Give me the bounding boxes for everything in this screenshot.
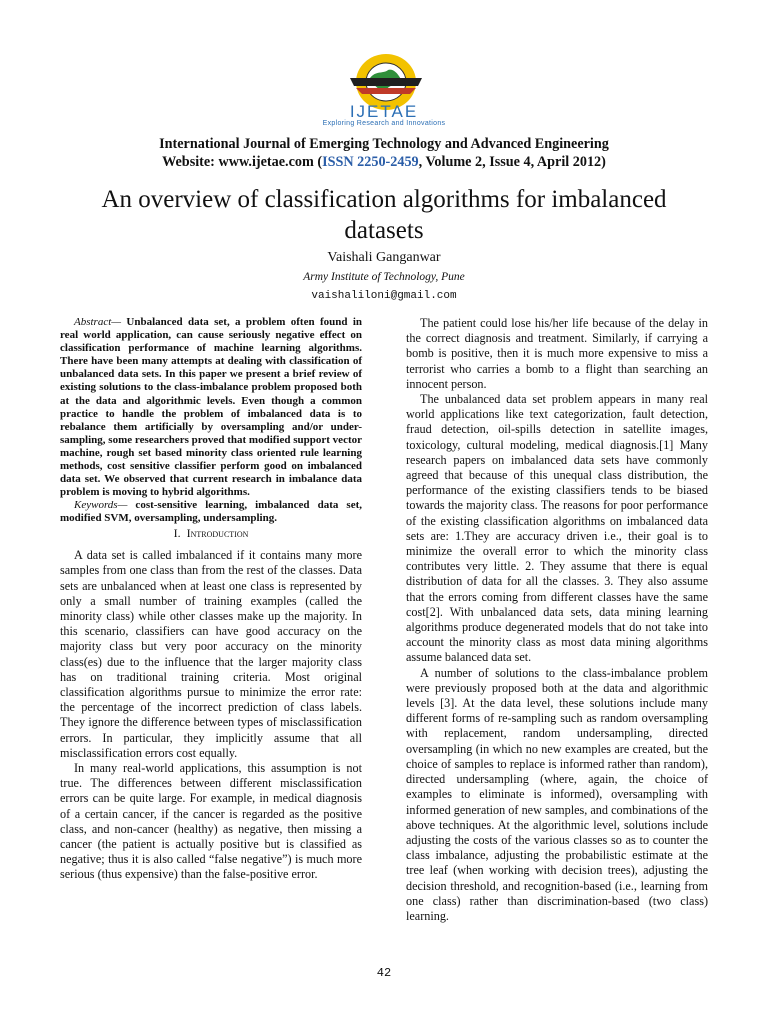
keywords-label: Keywords— <box>74 499 128 512</box>
author-affiliation: Army Institute of Technology, Pune <box>303 271 465 283</box>
issn-link[interactable]: ISSN 2250-2459 <box>322 154 419 170</box>
abstract <box>60 316 362 499</box>
paper-title: An overview of classification algorithms for imbalanced datasets <box>101 186 667 244</box>
section-heading-introduction <box>60 526 362 541</box>
paragraph: The patient could lose his/her life because of the delay in the correct diagnosis and treatment. Similarly, if carrying a bomb is positive, then it is much more expensive to miss a terrorist who carries a bomb to a flight than searching an innocent person. <box>406 316 708 391</box>
keywords-text: cost-sensitive learning, imbalanced data set, modified SVM, oversampling, undersampling. <box>60 499 362 525</box>
section-title: Introduction <box>186 525 249 540</box>
abstract-label: Abstract— <box>74 316 122 328</box>
abstract-text: Unbalanced data set, a problem often found in real world application, can cause seriously negative effect on classification performance of machine learning algorithms. There have been many attempts at dealing with classification of unbalanced data sets. In this paper we present a brief review of existing solutions to the class-imbalance problem proposed both at the data and algorithmic levels. Even though a common practice to handle the problem of imbalanced data is to rebalance them artificially by oversampling and/or under-sampling, some researchers proved that modified support vector machine, rough set based minority class oriented rule learning methods, cost sensitive classifier perform good on imbalanced data set. We observed that current research in imbalance data problem is moving to hybrid algorithms. <box>60 316 362 499</box>
page-number: 42 <box>376 966 392 980</box>
logo-subtitle: Exploring Research and Innovations <box>322 120 446 127</box>
journal-website-line <box>0 154 768 171</box>
author-email[interactable]: vaishaliloni@gmail.com <box>311 290 457 302</box>
left-column <box>60 316 362 883</box>
paragraph: A number of solutions to the class-imbalance problem were previously proposed both at the data and algorithmic levels [3]. At the data level, these solutions include many different forms of re-sampling such as random oversampling with replacement, random undersampling, directed oversampling (in which no new examples are created, but the choice of samples to replace is informed rather than random), directed undersampling (where, again, the choice of examples to eliminate is informed), oversampling with informed generation of new samples, and combinations of the above techniques. At the algorithmic level, solutions include adjusting the costs of the various classes so as to counter the class imbalance, adjusting the probabilistic estimate at the tree leaf (when working with decision trees), adjusting the decision threshold, and recognition-based (i.e., learning from one class) rather than discrimination-based (two class) learning. <box>406 665 708 923</box>
paragraph: In many real-world applications, this assumption is not true. The differences between different misclassification errors can be quite large. For example, in medical diagnosis of a certain cancer, if the cancer is regarded as the positive class, and non-cancer (healthy) as negative, then missing a cancer (the patient is actually positive but is classified as negative; thus it is also called “false negative”) is much more serious (thus expensive) than the false-positive error. <box>60 761 362 882</box>
website-prefix: Website: www.ijetae.com ( <box>162 154 323 170</box>
logo-text <box>300 104 468 127</box>
right-column <box>406 316 708 924</box>
paragraph: The unbalanced data set problem appears in many real world applications like text categorization, fault detection, fraud detection, oil-spills detection in satellite images, toxicology, cultural modeling, medical diagnosis.[1] Many research papers on imbalanced data sets have commonly agreed that because of this unequal class distribution, the performance of the existing classifiers tends to be biased towards the majority class. The reasons for poor performance of the existing classification algorithms on imbalanced data sets are: 1.They are accuracy driven i.e., their goal is to minimize the overall error to which the minority class contributes very little. 2. They assume that there is equal distribution of data for all the classes. 3. They also assume that the errors coming from different classes have the same cost[2]. With unbalanced data sets, data mining learning algorithms produce degenerated models that do not take into account the minority class as most data mining algorithms assume balanced data set. <box>406 392 708 665</box>
author-name: Vaishali Ganganwar <box>327 250 441 265</box>
website-suffix: , Volume 2, Issue 4, April 2012) <box>418 154 606 170</box>
keywords <box>60 499 362 525</box>
logo-title: IJETAE <box>349 102 419 121</box>
paragraph: A data set is called imbalanced if it contains many more samples from one class than from the rest of the classes. Data sets are unbalanced when at least one class is represented by only a small number of training examples (called the minority class) while other classes make up the majority. In this scenario, classifiers can have good accuracy on the majority class but very poor accuracy on the minority class(es) due to the influence that the larger majority class has on traditional training criteria. Most original classification algorithms pursue to minimize the error rate: the percentage of the incorrect prediction of class labels. They ignore the difference between types of misclassification errors. In particular, they implicitly assume that all misclassification errors cost equally. <box>60 548 362 760</box>
journal-name: International Journal of Emerging Technology and Advanced Engineering <box>159 136 609 152</box>
section-number: I. <box>173 525 181 540</box>
